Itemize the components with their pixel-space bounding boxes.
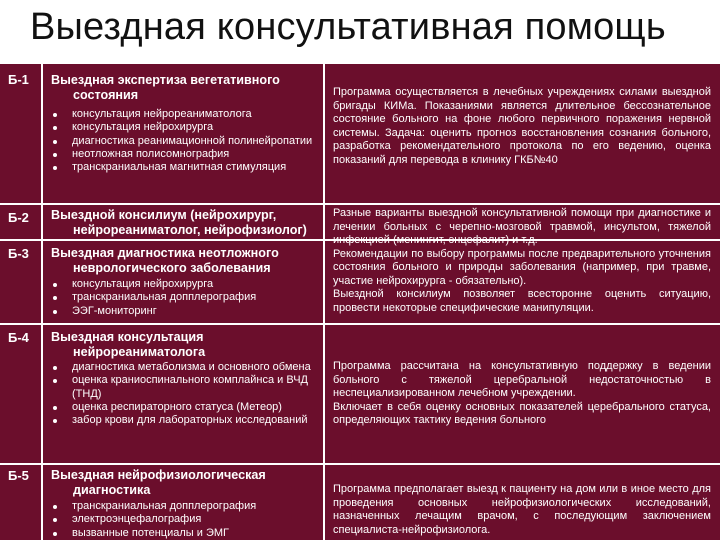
consultation-table [0,62,720,540]
column-divider [41,62,43,540]
service-list [50,108,320,174]
row-separator [0,463,720,465]
list-item: вызванные потенциалы и ЭМГ [50,527,320,540]
program-description: Программа осуществляется в лечебных учреждениях силами выездной бригады КИМа. Показаниями является длительное бессознательное состояние больного на фоне любого первичного поражения нервной системы. Задача: оценить прогноз восстановления сознания больного, разработка рекомендательного протокола по его ведению, оценка показаний для перевода в клинику ГКБ№40 [333,86,711,166]
service-list [50,278,320,318]
list-item: ЭЭГ-мониторинг [50,305,320,318]
row-code: Б-1 [8,72,29,87]
row-code: Б-5 [8,468,29,483]
service-list [50,361,320,427]
list-item: забор крови для лабораторных исследований [50,414,320,427]
list-item: оценка краниоспинального комплайнса и ВЧД (ТНД) [50,374,320,401]
list-item: электроэнцефалография [50,513,320,526]
row-heading: Выездная экспертиза вегетативного состояния [51,73,280,102]
program-description: Программа рассчитана на консультативную поддержку в ведении больного с тяжелой церебральной недостаточностью в неспециализированном лечебном учреждении. Включает в себя оценку основных показателей церебрального статуса, определяющих тактику ведения больного [333,360,711,426]
column-divider [323,62,325,540]
list-item: консультация нейрохирурга [50,121,320,134]
list-item: оценка респираторного статуса (Метеор) [50,401,320,414]
row-separator [0,323,720,325]
row-code: Б-4 [8,330,29,345]
row-heading: Выездная диагностика неотложного неврологического заболевания [51,246,279,275]
list-item: диагностика реанимационной полинейропатии [50,135,320,148]
row-separator [0,62,720,64]
program-description: Программа предполагает выезд к пациенту на дом или в иное место для проведения основных нейрофизиологических исследований, назначенных лечащим врачом, с последующим заключением специалиста-нейрофизиолога. [333,483,711,536]
page-title: Выездная консультативная помощь [30,6,666,48]
row-heading: Выездная нейрофизиологическая диагностика [51,468,266,497]
list-item: консультация нейрореаниматолога [50,108,320,121]
row-code: Б-2 [8,210,29,225]
service-list [50,500,320,540]
list-item: консультация нейрохирурга [50,278,320,291]
list-item: диагностика метаболизма и основного обмена [50,361,320,374]
row-separator [0,203,720,205]
list-item: транскраниальная магнитная стимуляция [50,161,320,174]
list-item: неотложная полисомнография [50,148,320,161]
row-heading: Выездная консультация нейрореаниматолога [51,330,206,359]
list-item: транскраниальная допплерография [50,500,320,513]
row-code: Б-3 [8,246,29,261]
row-heading: Выездной консилиум (нейрохирург, нейрореаниматолог, нейрофизиолог) [51,208,307,237]
list-item: транскраниальная допплерография [50,291,320,304]
program-description: Разные варианты выездной консультативной помощи при диагностике и лечении больных с черепно-мозговой травмой, инсультом, тяжелой инфекцией (менингит, энцефалит) и т.д. Рекомендации по выбору программы после предварительного уточнения состояния больного и природы заболевания (например, при травме, участие нейрохирурга - обязательно). Выездной консилиум позволяет всесторонне оценить ситуацию, провести некоторые специфические манипуляции. [333,207,711,314]
